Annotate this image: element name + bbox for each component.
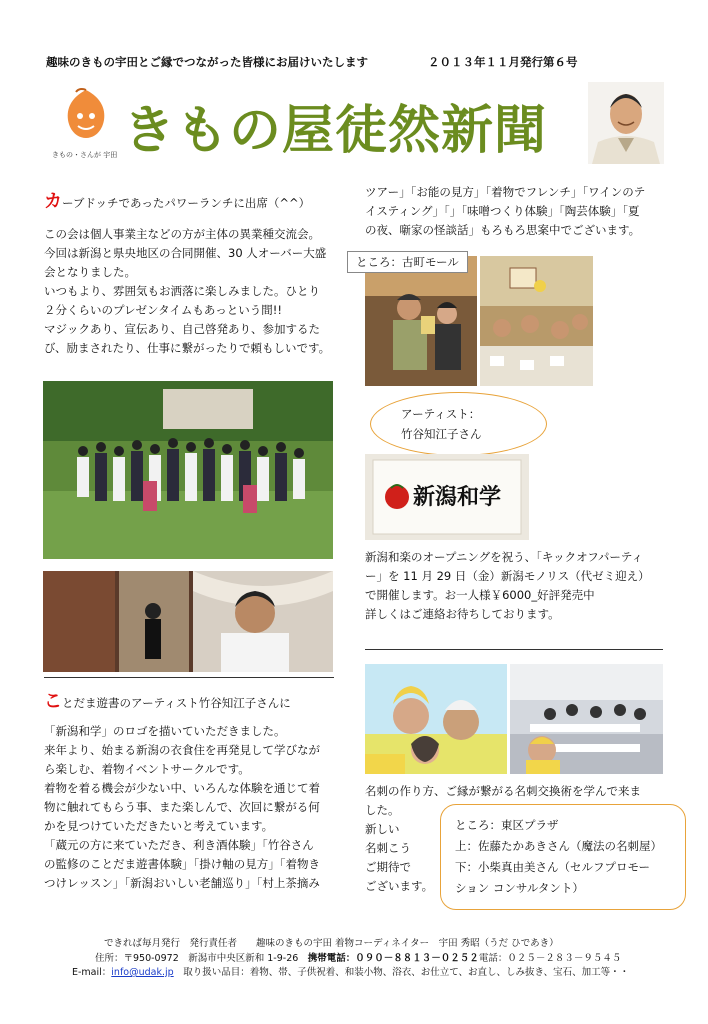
text-line: 「新潟和学」のロゴを描いていただきました。: [44, 724, 286, 738]
text-line: 会となりました。: [44, 265, 136, 279]
event-photos-strip: [43, 571, 333, 672]
article2-heading: ことだま遊書のアーティスト竹谷知江子さんに: [44, 691, 291, 712]
footer-publisher: できれば毎月発行 発行責任者 趣味のきもの宇田 着物コーディネイター 宇田 秀昭（うだ ひであき）: [104, 938, 559, 949]
text-line: 詳しくはご連絡お待ちしております。: [365, 607, 560, 621]
text-line: マジックあり、宣伝あり、自己啓発あり、参加するた: [44, 322, 320, 336]
text-line: ら楽しむ、着物イベントサークルです。: [44, 762, 250, 776]
text-line: ところ：東区プラザ: [455, 818, 559, 832]
text-line: かを見つけていただきたいと考えています。: [44, 819, 274, 833]
footer-mobile: 携帯電話：０９０－８８１３－０２５２: [307, 953, 479, 964]
text-line: ご期待で: [365, 860, 411, 874]
divider: [44, 677, 334, 678]
text-line: 着物を着る機会が少ない中、いろんな体験を通じて着: [44, 781, 320, 795]
article1-heading: カーブドッチであったパワーランチに出席（^^）: [44, 191, 311, 212]
article3-body: [365, 548, 650, 624]
text-line: び、励まされたり、仕事に繋がったりで頼もしいです。: [44, 341, 331, 355]
meishi-selfie-photo: [365, 664, 507, 774]
newsletter-title: きもの屋徒然新聞: [123, 101, 548, 161]
text-line: 物に触れてもらう事、また楽しんで、次回に繋がる何: [44, 800, 320, 814]
text-line: ツアー」「お能の見方」「着物でフレンチ」「ワインのテ: [365, 185, 646, 199]
text-line: で開催します。お一人様￥6000_好評発売中: [365, 588, 595, 602]
editor-portrait: [588, 82, 664, 164]
place-label-furumachi: ところ：古町モール: [347, 251, 468, 273]
text-line: 「蔵元の方に来ていただき、利き酒体験」「竹谷さん: [44, 838, 314, 852]
text-line: 新しい: [365, 822, 400, 836]
logo-caption: きもの・さんが 宇田: [52, 151, 118, 159]
text-line: ー」を 11 月 29 日（金）新潟モノリス（代ゼミ迎え）: [365, 569, 650, 583]
text-line: 新潟和楽のオープニングを祝う、「キックオフパーティ: [365, 550, 643, 564]
email-link[interactable]: info@udak.jp: [111, 967, 174, 978]
divider: [365, 649, 663, 650]
article1-drop-cap: カ: [44, 191, 62, 212]
meishi-place-box: [440, 804, 686, 910]
text-line: ２分くらいのプレゼンタイムもあっという間!!: [44, 303, 282, 317]
artist-name: 竹谷知江子さん: [401, 427, 482, 441]
artist-callout-bubble: [370, 392, 547, 456]
text-line: つけレッスン」「新潟おいしい老舗巡り」「村上茶摘み: [44, 876, 320, 890]
text-line: の監修のことだま遊書体験」「掛け軸の見方」「着物き: [44, 857, 320, 871]
text-line: 上：佐藤たかあきさん（魔法の名刺屋）: [455, 839, 662, 853]
header-tagline: 趣味のきもの宇田とご縁でつながった皆様にお届けいたします: [46, 55, 368, 69]
text-line: この会は個人事業主などの方が主体の異業種交流会。: [44, 227, 320, 241]
logo-card-text: 新潟和学: [413, 484, 502, 510]
furumachi-photo-2: [480, 256, 593, 386]
text-line: ション コンサルタント）: [455, 881, 584, 895]
text-line: 下：小柴真由美さん（セルフプロモー: [455, 860, 651, 874]
text-line: 名刺こう: [365, 841, 411, 855]
article1-body: [44, 225, 330, 358]
artist-label: アーティスト：: [401, 407, 481, 421]
text-line: ございます。: [365, 879, 434, 893]
text-line: 名刺の作り方、ご縁が繋がる名刺交換術を学んで来ま: [365, 784, 641, 798]
kimono-uda-logo: [56, 86, 116, 160]
footer-email-items: E-mail：info@udak.jp 取り扱い品目：着物、帯、子供祝着、和装小物、浴衣、お仕立て、お直し、しみ抜き、宝石、加工等・・: [72, 967, 630, 978]
text-line: いつもより、雰囲気もお洒落に楽しみました。ひとり: [44, 284, 320, 298]
footer-contact: 住所：〒950-0972 新潟市中央区新和 1-9-26 携帯電話：０９０－８８１３－０２５２電話：０２５－２８３－９５４５: [95, 953, 622, 964]
issue-date: ２０１３年１１月発行第６号: [428, 55, 578, 69]
article2-drop-cap: こ: [44, 691, 62, 712]
niigata-wagaku-logo-card: [365, 454, 529, 540]
text-line: 今回は新潟と県央地区の合同開催、30 人オーバー大盛: [44, 246, 327, 260]
group-photo: [43, 381, 333, 559]
furumachi-photo-1: [365, 256, 477, 386]
text-line: した。: [365, 803, 400, 817]
text-line: イスティング」「」「味噌つくり体験」「陶芸体験」「夏: [365, 204, 640, 218]
text-line: 来年より、始まる新潟の衣食住を再発見して学びなが: [44, 743, 320, 757]
article2-continued: [365, 183, 645, 240]
text-line: の夜、噺家の怪談話」もろもろ思案中でございます。: [365, 223, 641, 237]
article2-body: [44, 722, 320, 893]
meishi-seminar-photo: [510, 664, 663, 774]
